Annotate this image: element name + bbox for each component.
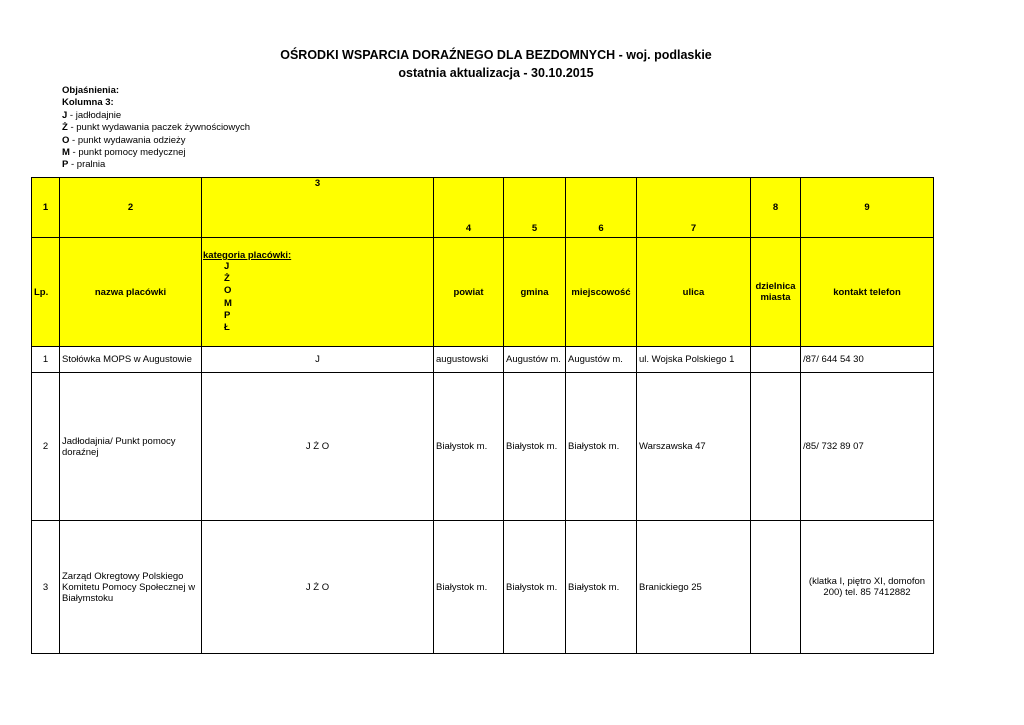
cell-street: Branickiego 25 — [637, 521, 751, 654]
shelters-table — [31, 177, 934, 654]
col-num-2: 2 — [60, 178, 202, 238]
category-letter: O — [224, 285, 232, 297]
table-row — [32, 373, 934, 521]
header-name: nazwa placówki — [60, 238, 202, 347]
cell-county: Białystok m. — [434, 521, 504, 654]
col-num-8: 8 — [751, 178, 801, 238]
category-letter: Ł — [224, 321, 230, 333]
cell-category: J Ż O — [202, 373, 434, 521]
cell-district — [751, 347, 801, 373]
col-num-9: 9 — [801, 178, 934, 238]
cell-street: ul. Wojska Polskiego 1 — [637, 347, 751, 373]
legend-column: Kolumna 3: — [62, 97, 114, 109]
cell-county: augustowski — [434, 347, 504, 373]
legend-item: M - punkt pomocy medycznej — [62, 147, 186, 159]
cell-commune: Białystok m. — [504, 521, 566, 654]
cell-district — [751, 373, 801, 521]
col-num-7: 7 — [637, 178, 751, 238]
col-num-3: 3 — [202, 178, 434, 238]
cell-commune: Białystok m. — [504, 373, 566, 521]
header-district: dzielnica miasta — [751, 238, 801, 347]
legend — [62, 85, 250, 172]
category-letter: M — [224, 297, 232, 309]
cell-name: Stołówka MOPS w Augustowie — [60, 347, 202, 373]
cell-category: J Ż O — [202, 521, 434, 654]
page-title: OŚRODKI WSPARCIA DORAŹNEGO DLA BEZDOMNYCH - woj. podlaskie — [280, 48, 712, 62]
header-locality: miejscowość — [566, 238, 637, 347]
legend-item: J - jadłodajnie — [62, 109, 122, 121]
legend-heading: Objaśnienia: — [62, 85, 120, 96]
legend-item: P - pralnia — [62, 159, 106, 171]
cell-lp: 2 — [32, 373, 60, 521]
cell-locality: Białystok m. — [566, 373, 637, 521]
header-contact: kontakt telefon — [801, 238, 934, 347]
cell-locality: Białystok m. — [566, 521, 637, 654]
cell-name: Jadłodajnia/ Punkt pomocy doraźnej — [60, 373, 202, 521]
header-row — [32, 238, 934, 347]
legend-item: Ż - punkt wydawania paczek żywnościowych — [62, 122, 250, 134]
cell-commune: Augustów m. — [504, 347, 566, 373]
category-letter: P — [224, 309, 231, 321]
cell-contact: /85/ 732 89 07 — [801, 373, 934, 521]
cell-name: Zarząd Okregtowy Polskiego Komitetu Pomocy Społecznej w Białymstoku — [60, 521, 202, 654]
cell-contact: (klatka I, piętro XI, domofon 200) tel. 85 7412882 — [801, 521, 934, 654]
column-number-row — [32, 178, 934, 238]
cell-lp: 3 — [32, 521, 60, 654]
table-row — [32, 521, 934, 654]
cell-county: Białystok m. — [434, 373, 504, 521]
category-letter: Ż — [224, 273, 230, 285]
header-street: ulica — [637, 238, 751, 347]
col-num-6: 6 — [566, 178, 637, 238]
header-lp: Lp. — [32, 238, 60, 347]
col-num-1: 1 — [32, 178, 60, 238]
cell-locality: Augustów m. — [566, 347, 637, 373]
header-county: powiat — [434, 238, 504, 347]
table-row — [32, 347, 934, 373]
legend-item: O - punkt wydawania odzieży — [62, 134, 186, 146]
header-commune: gmina — [504, 238, 566, 347]
category-letter: J — [224, 260, 230, 272]
cell-contact: /87/ 644 54 30 — [801, 347, 934, 373]
cell-category: J — [202, 347, 434, 373]
header-category — [202, 238, 434, 347]
col-num-5: 5 — [504, 178, 566, 238]
cell-lp: 1 — [32, 347, 60, 373]
col-num-4: 4 — [434, 178, 504, 238]
header-category-title: kategoria placówki: — [203, 249, 292, 261]
cell-district — [751, 521, 801, 654]
cell-street: Warszawska 47 — [637, 373, 751, 521]
page-subtitle: ostatnia aktualizacja - 30.10.2015 — [398, 66, 594, 80]
